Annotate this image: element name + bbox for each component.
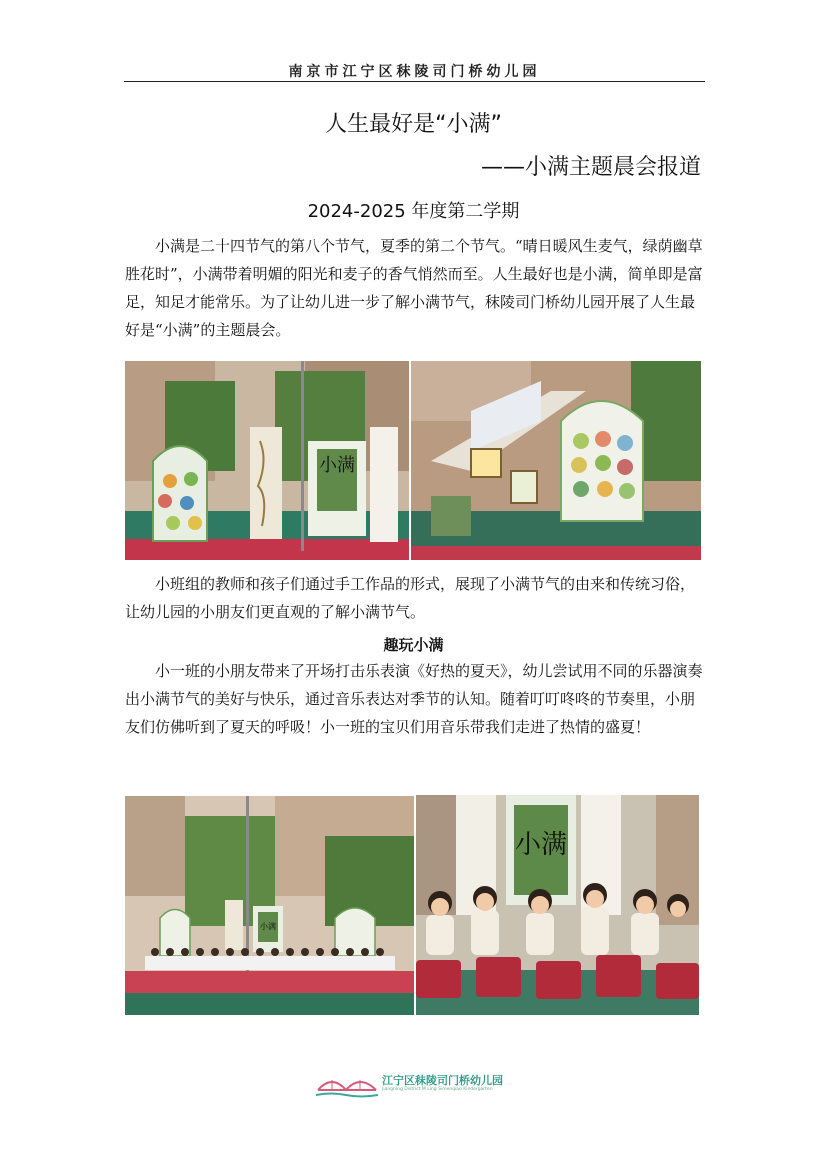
section-heading: 趣玩小满 — [383, 636, 444, 654]
school-logo — [316, 1066, 522, 1100]
photo-craft-display-right — [411, 361, 701, 560]
logo-english-name: Jiangning District M Ling Simenqiao Kindergarten — [382, 1087, 493, 1092]
article-title: 人生最好是“小满” — [325, 112, 502, 137]
semester-label: 2024-2025 年度第二学期 — [307, 201, 520, 222]
page-header — [124, 59, 705, 82]
banner-text-bottom-right: 小满 — [514, 830, 568, 860]
banner-text-top-left: 小满 — [319, 455, 355, 476]
school-name-header: 南京市江宁区秣陵司门桥幼儿园 — [288, 64, 541, 80]
photo-playground-performance — [125, 796, 414, 1015]
article-subtitle: ——小满主题晨会报道 — [480, 155, 701, 180]
intro-paragraph: 小满是二十四节气的第八个节气，夏季的第二个节气。“晴日暖风生麦气，绿荫幽草胜花时”，小满带着明媚的阳光和麦子的香气悄然而至。人生最好也是小满，简单即是富足，知足才能常乐。为了让幼儿进一步了解小满节气，秣陵司门桥幼儿园开展了人生最好是“小满”的主题晨会。 — [125, 237, 703, 339]
craft-paragraph: 小班组的教师和孩子们通过手工作品的形式，展现了小满节气的由来和传统习俗，让幼儿园的小朋友们更直观的了解小满节气。 — [125, 575, 696, 621]
performance-paragraph: 小一班的小朋友带来了开场打击乐表演《好热的夏天》，幼儿尝试用不同的乐器演奏出小满节气的美好与快乐，通过音乐表达对季节的认知。随着叮叮咚咚的节奏里，小朋友们仿佛听到了夏天的呼吸！小一班的宝贝们用音乐带我们走进了热情的盛夏！ — [125, 662, 703, 736]
bridge-logo-icon — [316, 1068, 378, 1098]
banner-text-bottom-left: 小满 — [260, 922, 276, 931]
logo-school-name: 江宁区秣陵司门桥幼儿园 — [382, 1074, 503, 1087]
photo-craft-display-left — [125, 361, 409, 560]
photo-children-drumming — [416, 795, 699, 1015]
